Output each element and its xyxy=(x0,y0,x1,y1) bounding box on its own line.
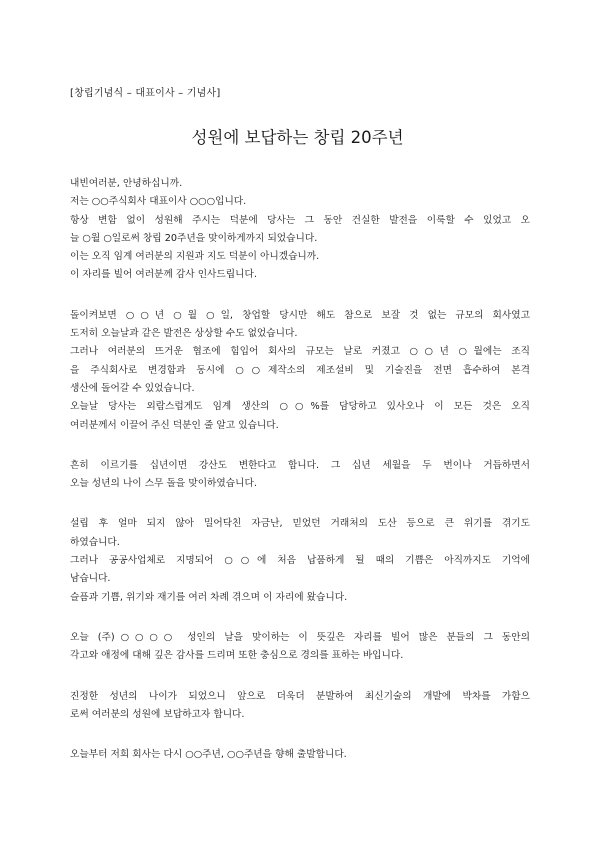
document-header-tag: [창립기념식 – 대표이사 – 기념사] xyxy=(70,88,221,99)
text-line: 하였습니다. xyxy=(70,536,120,548)
text-line: 늘 ○월 ○일로써 창립 20주년을 맞이하게까지 되었습니다. xyxy=(70,232,318,244)
text-line: 오늘 성년의 나이 스무 돌을 맞이하였습니다. xyxy=(70,478,257,490)
paragraph xyxy=(70,746,530,764)
text-line: 을 주식회사로 변경함과 동시에 ○○제작소의 제조설비 및 기술진을 전면 흡수하여 본격 xyxy=(70,364,530,376)
text-line: 그러나 공공사업체로 지명되어 ○○에 처음 납품하게 될 때의 기쁨은 아직까지도 기억에 xyxy=(70,555,530,567)
text-line: 이 자리를 빌어 여러분께 감사 인사드립니다. xyxy=(70,269,257,281)
text-line: 로써 여러분의 성원에 보답하고자 합니다. xyxy=(70,708,245,720)
text-line: 저는 ○○주식회사 대표이사 ○○○입니다. xyxy=(70,196,247,208)
paragraph xyxy=(70,307,530,435)
text-line: 도저히 오늘날과 같은 발전은 상상할 수도 없었습니다. xyxy=(70,328,298,340)
text-line: 설립 후 얼마 되지 않아 밀어닥친 자금난, 믿었던 거래처의 도산 등으로 큰 위기를 겪기도 xyxy=(70,518,530,530)
paragraph xyxy=(70,457,530,494)
text-line: 진정한 성년의 나이가 되었으니 앞으로 더욱더 분발하여 최신기술의 개발에 박차를 가함으 xyxy=(70,690,530,702)
text-line: 항상 변함 없이 성원해 주시는 덕분에 당사는 그 동안 건실한 발전을 이룩할 수 있었고 오 xyxy=(70,214,530,226)
paragraph xyxy=(70,629,530,666)
document-title: 성원에 보답하는 창립 20주년 xyxy=(191,128,404,147)
text-line: 그러나 여러분의 뜨거운 협조에 힘입어 회사의 규모는 날로 커졌고 ○○년 ○월에는 조직 xyxy=(70,346,530,358)
text-line: 내빈여러분, 안녕하십니까. xyxy=(70,178,183,189)
text-line: 이는 오직 임계 여러분의 지원과 지도 덕분이 아니겠습니까. xyxy=(70,251,320,263)
paragraph xyxy=(70,175,530,285)
paragraph xyxy=(70,688,530,725)
text-line: 각고와 애정에 대해 깊은 감사를 드리며 또한 충심으로 경의를 표하는 바입니다. xyxy=(70,650,404,662)
text-line: 오늘 (주)○○○○ 성인의 날을 맞이하는 이 뜻깊은 자리를 빌어 많은 분들의 그 동안의 xyxy=(70,631,530,643)
text-line: 오늘날 당사는 외람스럽게도 임계 생산의 ○○%를 담당하고 있사오나 이 모든 것은 오직 xyxy=(70,401,530,413)
text-line: 흔히 이르기를 십년이면 강산도 변한다고 합니다. 그 십년 세월을 두 번이나 거듭하면서 xyxy=(70,459,530,471)
text-line: 슬픔과 기쁨, 위기와 재기를 여러 차례 겪으며 이 자리에 왔습니다. xyxy=(70,591,348,603)
text-line: 돌이켜보면 ○○년 ○월 ○일, 창업할 당시만 해도 참으로 보잘 것 없는 규모의 회사였고 xyxy=(70,309,530,321)
text-line: 여러분께서 이끌어 주신 덕분인 줄 알고 있습니다. xyxy=(70,419,279,431)
text-line: 오늘부터 저희 회사는 다시 ○○주년, ○○주년을 향해 출발합니다. xyxy=(70,749,347,761)
text-line: 남습니다. xyxy=(70,573,111,585)
paragraph xyxy=(70,515,530,606)
text-line: 생산에 돌어갈 수 있었습니다. xyxy=(70,382,195,394)
document-body xyxy=(70,175,530,786)
